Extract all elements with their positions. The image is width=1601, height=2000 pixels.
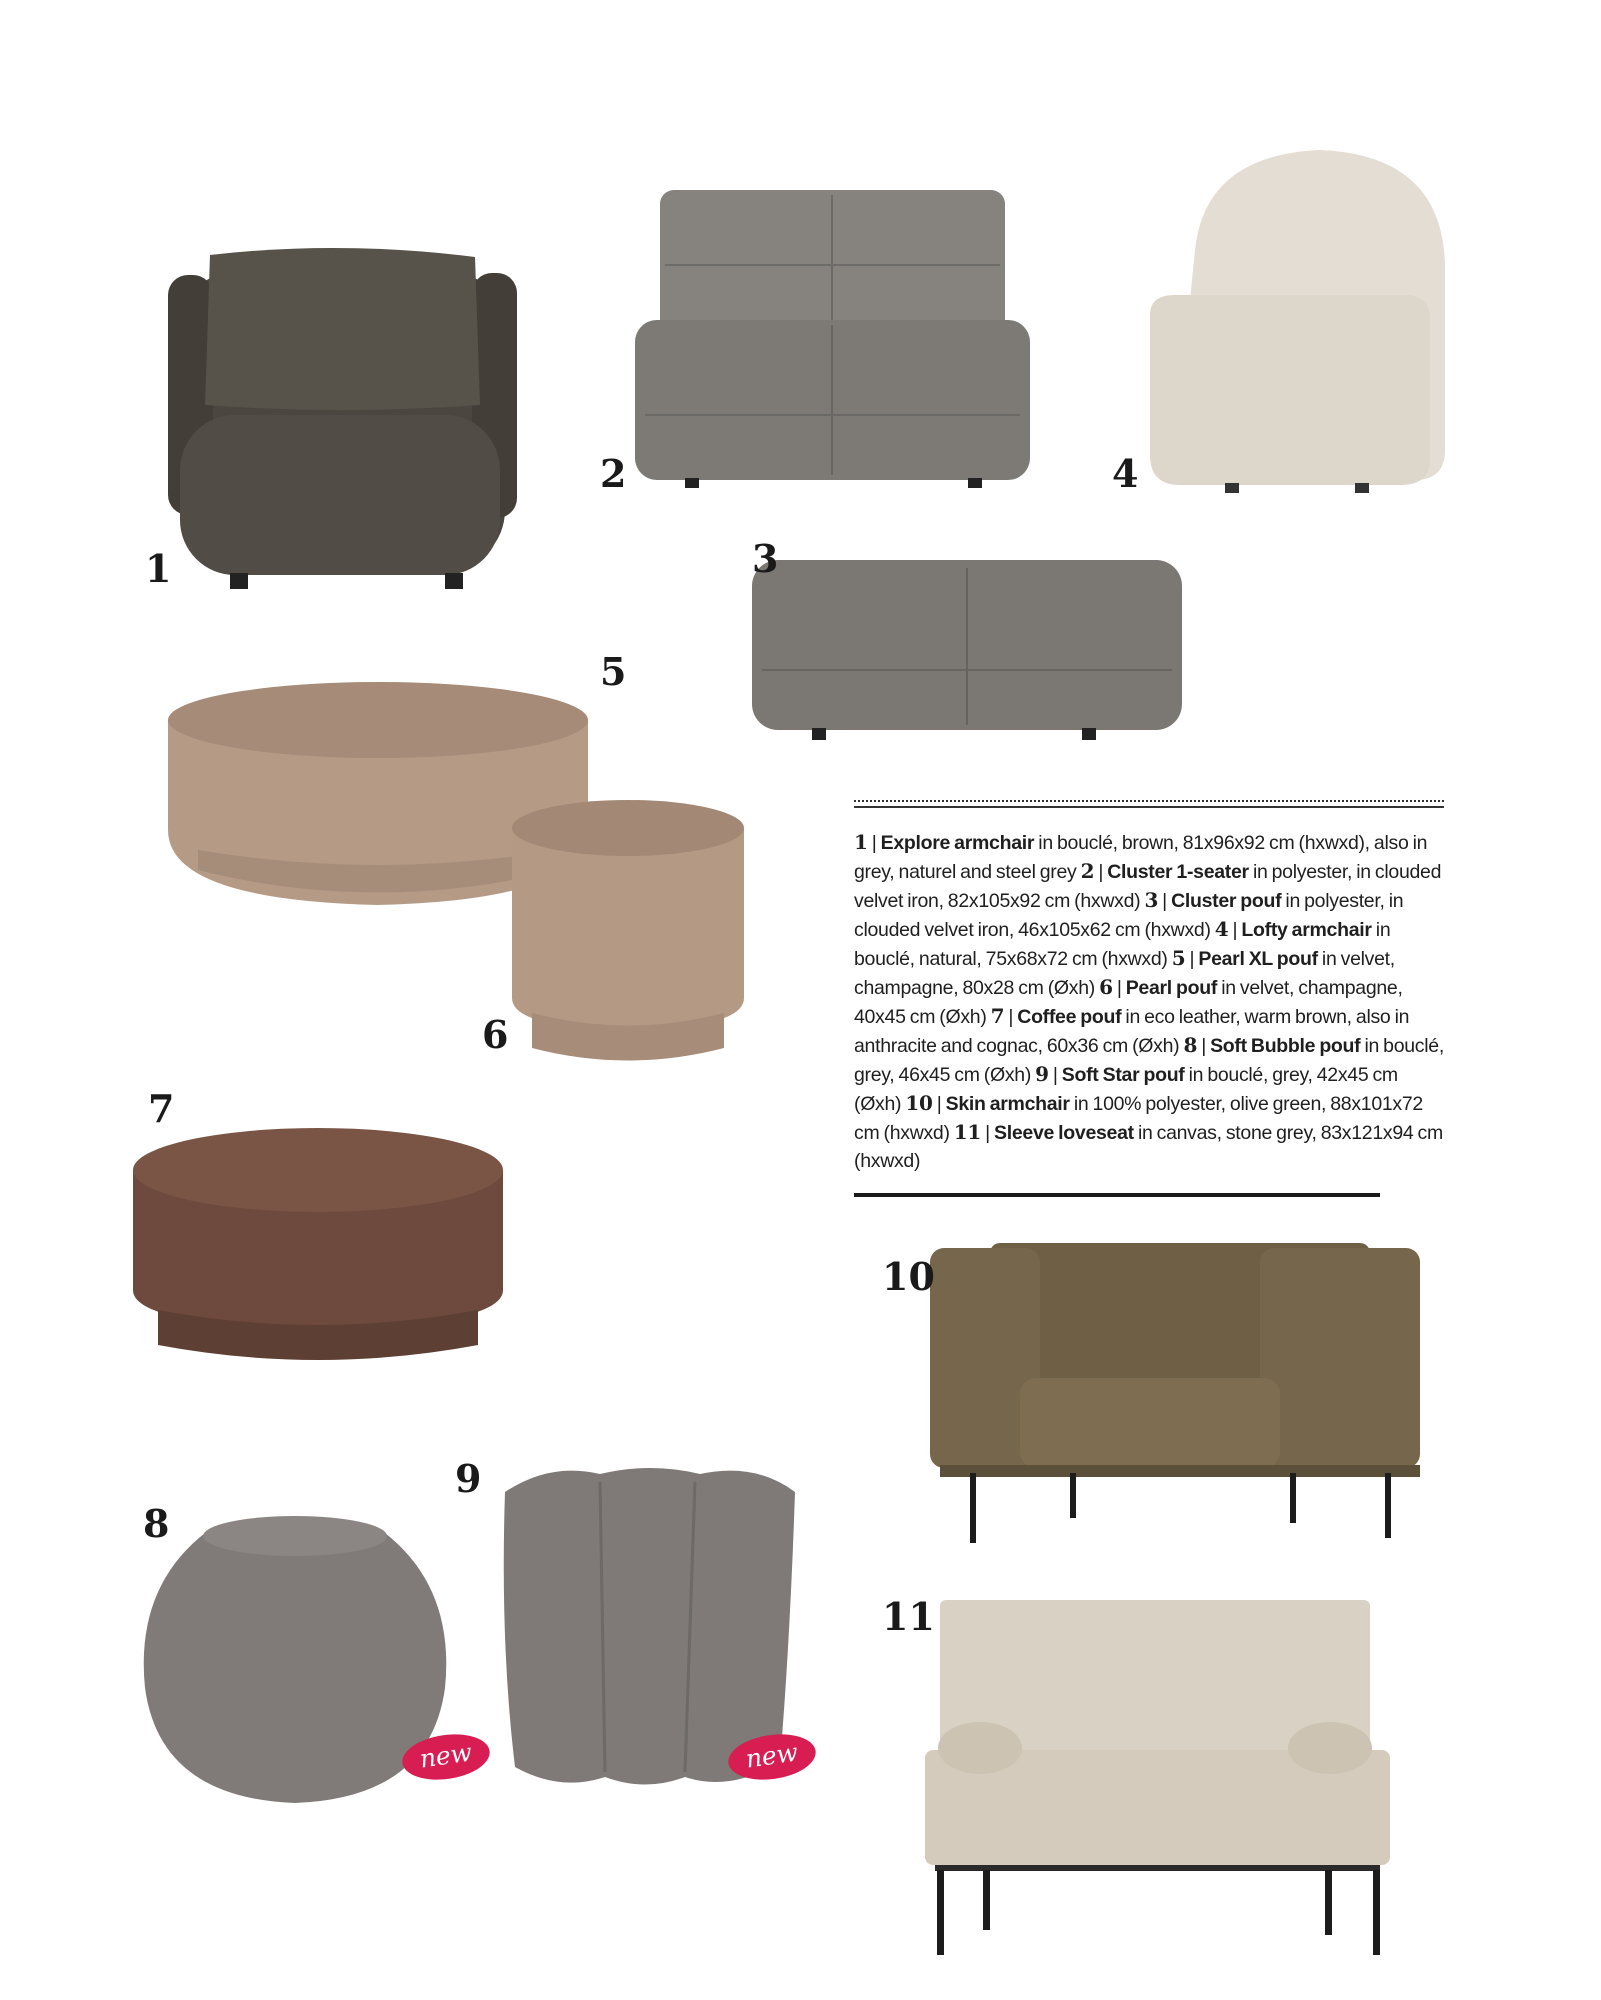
skin-armchair-image [930,1243,1430,1548]
cluster-pouf-image [752,560,1182,750]
product-number-7: 7 [148,1086,175,1131]
entry-8: 8 | Soft Bubble pouf in bouclé, grey, 46x45 cm (Øxh) [854,1033,1444,1086]
product-number-2: 2 [600,451,627,496]
product-number-6: 6 [482,1012,509,1057]
new-badge: new [725,1729,818,1785]
product-descriptions [854,828,1444,1175]
entry-4: 4 | Lofty armchair in bouclé, natural, 75x68x72 cm (hxwxd) [854,917,1391,970]
lofty-armchair-image [1145,150,1485,495]
entry-7: 7 | Coffee pouf in eco leather, warm brown, also in anthracite and cognac, 60x36 cm (Øxh) [854,1004,1410,1057]
entry-6: 6 | Pearl pouf in velvet, champagne, 40x45 cm (Øxh) [854,975,1403,1028]
top-rule [854,806,1444,808]
entry-10: 10 | Skin armchair in 100% polyester, olive green, 88x101x72 cm (hxwxd) [854,1091,1423,1144]
product-number-1: 1 [145,546,172,591]
entry-9: 9 | Soft Star pouf in bouclé, grey, 42x45 cm (Øxh) [854,1062,1398,1115]
cluster-1-seater-image [635,190,1030,490]
entry-2: 2 | Cluster 1-seater in polyester, in clouded velvet iron, 82x105x92 cm (hxwxd) [854,859,1442,912]
product-number-9: 9 [455,1456,482,1501]
product-number-8: 8 [143,1501,170,1546]
new-badge: new [399,1729,492,1785]
entry-1: 1 | Explore armchair in bouclé, brown, 81x96x92 cm (hxwxd), also in grey, naturel and steel grey [854,830,1428,883]
sleeve-loveseat-image [925,1600,1395,1960]
product-number-4: 4 [1112,451,1139,496]
explore-armchair-image [160,245,520,595]
pearl-pouf-image [512,798,744,1073]
entry-5: 5 | Pearl XL pouf in velvet, champagne, 80x28 cm (Øxh) [854,946,1395,999]
dotted-rule [854,800,1444,802]
product-number-3: 3 [752,536,779,581]
product-catalog [854,800,1444,1175]
product-number-10: 10 [882,1254,935,1299]
entry-11: 11 | Sleeve loveseat in canvas, stone grey, 83x121x94 cm (hxwxd) [854,1120,1443,1172]
entry-3: 3 | Cluster pouf in polyester, in clouded velvet iron, 46x105x62 cm (hxwxd) [854,888,1404,941]
coffee-pouf-image [133,1125,503,1375]
product-number-5: 5 [600,649,627,694]
product-number-11: 11 [882,1594,935,1639]
bottom-rule [854,1193,1380,1197]
